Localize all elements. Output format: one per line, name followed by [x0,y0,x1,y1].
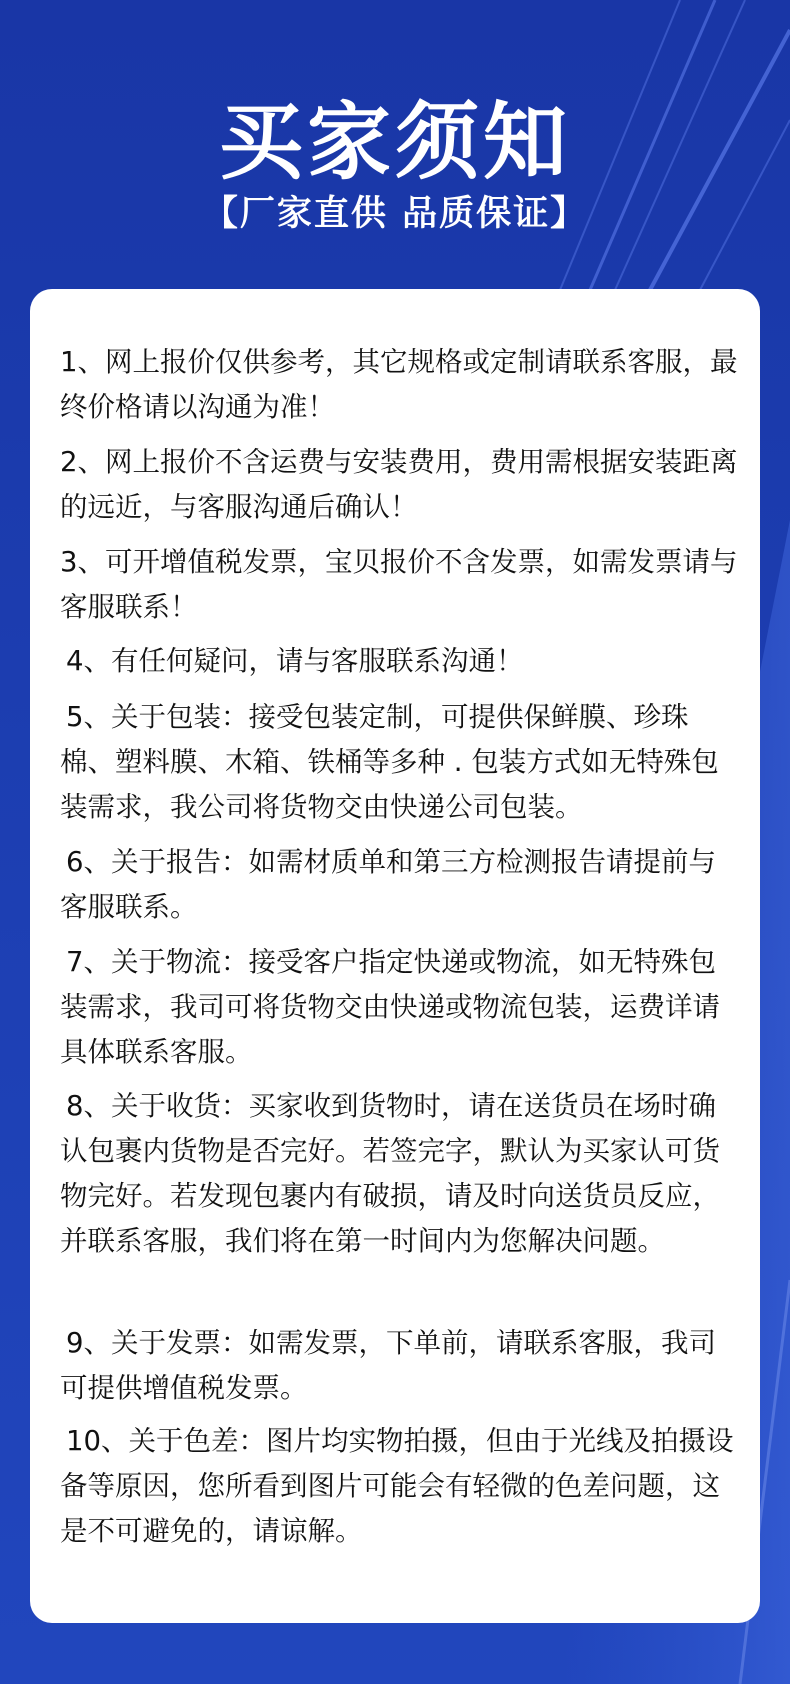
notice-item-3: 3、可开增值税发票，宝贝报价不含发票，如需发票请与客服联系！ [60,546,738,623]
page-title: 买家须知 [218,93,571,191]
notice-item-1: 1、网上报价仅供参考，其它规格或定制请联系客服，最终价格请以沟通为准！ [60,346,738,423]
notice-item-4: 4、有任何疑问，请与客服联系沟通！ [66,645,524,677]
notice-item-7: 7、关于物流：接受客户指定快递或物流，如无特殊包装需求，我司可将货物交由快递或物流包装，运费详请具体联系客服。 [60,946,720,1068]
notice-card [30,289,760,1623]
page-subtitle: 【厂家直供 品质保证】 [202,194,588,234]
notice-item-9: 9、关于发票：如需发票，下单前，请联系客服，我司可提供增值税发票。 [60,1327,716,1404]
notice-item-2: 2、网上报价不含运费与安装费用，费用需根据安装距离的远近，与客服沟通后确认！ [60,446,738,523]
notice-item-8: 8、关于收货：买家收到货物时，请在送货员在场时确认包裹内货物是否完好。若签完字，默认为买家认可货物完好。若发现包裹内有破损，请及时向送货员反应，并联系客服，我们将在第一时间内为您解决问题。 [60,1090,720,1257]
notice-item-5: 5、关于包装：接受包装定制，可提供保鲜膜、珍珠棉、塑料膜、木箱、铁桶等多种 . 包装方式如无特殊包装需求，我公司将货物交由快递公司包装。 [60,701,719,823]
notice-item-10: 10、关于色差：图片均实物拍摄，但由于光线及拍摄设备等原因，您所看到图片可能会有轻微的色差问题，这是不可避免的，请谅解。 [60,1425,734,1547]
notice-list [30,289,760,1623]
notice-item-6: 6、关于报告：如需材质单和第三方检测报告请提前与客服联系。 [60,846,716,923]
